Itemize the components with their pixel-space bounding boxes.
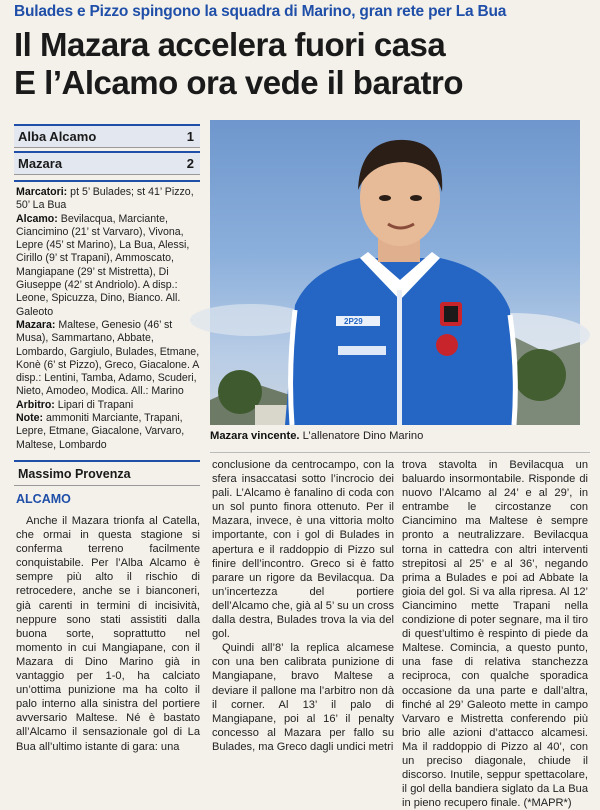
mazara-lineup	[16, 319, 200, 399]
arbitro-label: Arbitro:	[16, 398, 55, 411]
coach-photo-illustration	[210, 120, 580, 425]
marcatori-text: pt 5’ Bulades; st 41’ Pizzo, 50’ La Bua	[16, 186, 194, 212]
article-column-3	[402, 458, 588, 810]
mazara-label: Mazara:	[16, 318, 56, 331]
photo-caption	[210, 430, 590, 442]
note	[16, 412, 200, 452]
marcatori	[16, 186, 200, 213]
note-label: Note:	[16, 412, 44, 425]
article-column-1	[16, 514, 200, 754]
caption-rule	[210, 452, 590, 453]
section-label: ALCAMO	[16, 492, 71, 506]
marcatori-label: Marcatori:	[16, 186, 68, 198]
score-row-away	[14, 151, 200, 175]
coach-photo	[210, 120, 580, 425]
article-paragraph: conclusione da centrocampo, con la sfera insaccatasi sotto l’incrocio dei pali. L’Alcamo è fanalino di coda con un sol punto finora ottenuto. Per il Mazara, invece, è una vittoria molto importante, con i gol di Bulades in apertura e il raddoppio di Pizzo sul finire dell’incontro. Greco si è fatto parare un rigore da Bevilacqua. Da un’incertezza del portiere dell’Alcamo che, già al 5’ su un cross dalla destra, Bulades trova la via del gol.	[212, 459, 394, 641]
caption-text: L’allenatore Dino Marino	[299, 430, 424, 442]
article-paragraph: trova stavolta in Bevilacqua un baluardo insormontabile. Risponde di nuovo l’Alcamo al 24’ e al 29’, in entrambe le circostanze con Ciancimino ma Maltese è sempre pronto a neutralizzare. Bevilacqua torna in cattedra con altri interventi strepitosi al 25’ e al 36’, negando prima a Bulades e poi ad Abbate la gioia del gol. Si va alla ripresa. Al 12’ Ciancimino mette Trapani nella condizione di poter segnare, ma il tiro di quest’ultimo è respinto di piede da Maltese. Comincia, a questo punto, una fase di relativa stanchezza reciproca, con qualche sporadica occasione da una parte e dall’altra, finché al 29’ Galeoto mette in campo Varvaro e Mistretta conferendo più brio alle azioni d’attacco alcamesi. Ma il raddoppio di Pizzo al 40’, con un preciso diagonale, chiude il discorso. Inutile, seppur spettacolare, il gol della bandiera siglato da La Bua in pieno recupero finale. (*MAPR*)	[402, 459, 588, 810]
note-text: ammoniti Marciante, Trapani, Lepre, Etmane, Giacalone, Varvaro, Maltese, Lombardo	[16, 412, 185, 451]
tabellino	[16, 186, 200, 452]
away-team: Mazara	[18, 156, 63, 171]
article-paragraph: Quindi all’8’ la replica alcamese con una ben calibrata punizione di Mangiapane, bravo Maltese a deviare il pallone ma l’arbitro non dà il corner. Al 13’ il palo di Mangiapane, poi al 16’ il penalty concesso al Mazara per fallo su Bulades, ma Greco dagli undici metri	[212, 642, 394, 753]
sponsor-text: 2P29	[344, 317, 363, 326]
headline-line-1: Il Mazara accelera fuori casa	[14, 26, 446, 63]
alcamo-text: Bevilacqua, Marciante, Ciancimino (21’ st Varvaro), Vivona, Lepre (45’ st Marino), La Bua, Alessi, Cirillo (9’ st Trapani), Ammoscato, Mangiapane (29’ st Mistretta), Di Giuseppe (42’ st Andriolo). A disp.: Leone, Spicuzza, Dino, Bianco. All. Galeoto	[16, 212, 190, 318]
headline-line-2: E l’Alcamo ora vede il baratro	[14, 64, 463, 101]
arbitro	[16, 399, 200, 412]
score-row-home	[14, 124, 200, 148]
article-paragraph: Anche il Mazara trionfa al Catella, che ormai in questa stagione si conferma terreno facilmente conquistabile. Per l’Alba Alcamo è sempre più alto il rischio di retrocedere, anche se i bianconeri, già carenti in termini di incisività, neppure sono stati assistiti dalla buona sorte, soprattutto nel momento in cui Mangiapane, con il Mazara di Dino Marino già in vantaggio per 1-0, ha calciato un’ottima punizione ma ha colto il palo interno alla sinistra del portiere avversario Maltese. Né è bastato all’Alcamo il sensazionale gol di La Bua all’ultimo istante di gara: una	[16, 515, 200, 753]
headline	[14, 26, 594, 102]
home-team: Alba Alcamo	[18, 129, 97, 144]
mazara-text: Maltese, Genesio (46’ st Musa), Sammartano, Abbate, Lombardo, Gargiulo, Bulades, Etmane, Konè (6’ st Pizzo), Greco, Giacalone. A disp.: Lentini, Tamba, Adamo, Scuderi, Nieto, Amodeo, Modica. All.: Marino	[16, 318, 200, 398]
article-column-2	[212, 458, 394, 754]
away-goals: 2	[186, 156, 194, 171]
home-goals: 1	[186, 129, 194, 144]
alcamo-lineup	[16, 213, 200, 319]
byline: Massimo Provenza	[14, 460, 200, 486]
arbitro-text: Lipari di Trapani	[57, 398, 134, 411]
caption-bold: Mazara vincente.	[210, 430, 300, 442]
kicker: Bulades e Pizzo spingono la squadra di Marino, gran rete per La Bua	[14, 3, 507, 20]
alcamo-label: Alcamo:	[16, 212, 58, 225]
